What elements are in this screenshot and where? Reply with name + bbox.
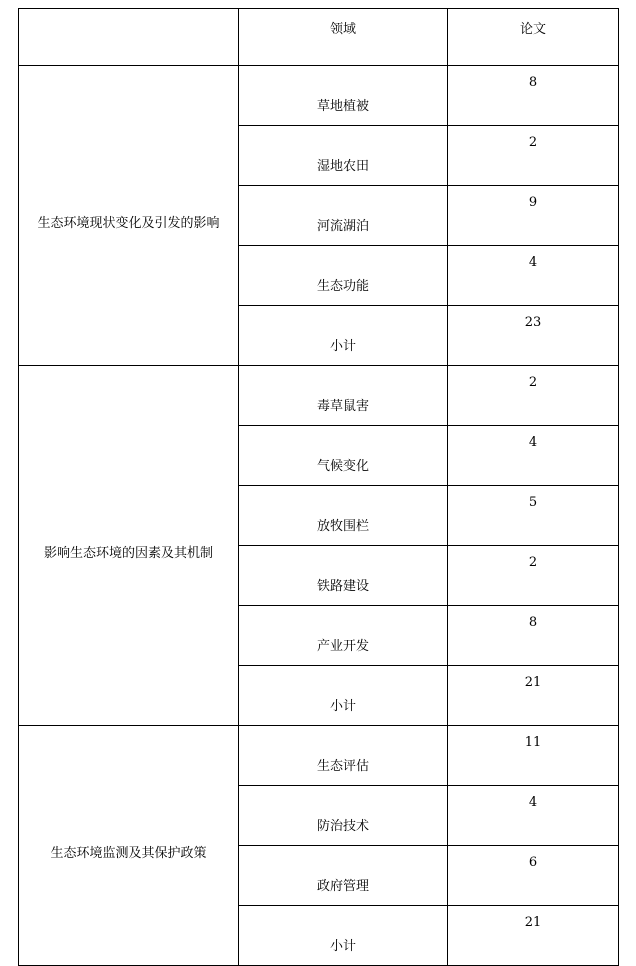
table-body (19, 9, 619, 966)
field-cell: 湿地农田 (239, 126, 448, 186)
field-cell: 生态评估 (239, 726, 448, 786)
count-cell: 9 (448, 186, 619, 246)
header-field: 领域 (239, 9, 448, 66)
subtotal-label-cell: 小计 (239, 906, 448, 966)
table-row (19, 726, 619, 786)
field-cell: 产业开发 (239, 606, 448, 666)
count-cell: 2 (448, 126, 619, 186)
subtotal-label-cell: 小计 (239, 666, 448, 726)
header-papers: 论文 (448, 9, 619, 66)
count-cell: 8 (448, 66, 619, 126)
field-cell: 气候变化 (239, 426, 448, 486)
field-cell: 河流湖泊 (239, 186, 448, 246)
subtotal-label-cell: 小计 (239, 306, 448, 366)
table-row (19, 366, 619, 426)
research-table (18, 8, 619, 966)
category-cell: 生态环境监测及其保护政策 (19, 726, 239, 966)
field-cell: 铁路建设 (239, 546, 448, 606)
field-cell: 草地植被 (239, 66, 448, 126)
field-cell: 放牧围栏 (239, 486, 448, 546)
count-cell: 4 (448, 786, 619, 846)
count-cell: 4 (448, 246, 619, 306)
header-category (19, 9, 239, 66)
subtotal-count-cell: 23 (448, 306, 619, 366)
field-cell: 生态功能 (239, 246, 448, 306)
count-cell: 8 (448, 606, 619, 666)
count-cell: 2 (448, 546, 619, 606)
count-cell: 4 (448, 426, 619, 486)
count-cell: 6 (448, 846, 619, 906)
header-row (19, 9, 619, 66)
subtotal-count-cell: 21 (448, 906, 619, 966)
category-cell: 影响生态环境的因素及其机制 (19, 366, 239, 726)
count-cell: 2 (448, 366, 619, 426)
field-cell: 政府管理 (239, 846, 448, 906)
table-row (19, 66, 619, 126)
count-cell: 11 (448, 726, 619, 786)
category-cell: 生态环境现状变化及引发的影响 (19, 66, 239, 366)
field-cell: 防治技术 (239, 786, 448, 846)
field-cell: 毒草鼠害 (239, 366, 448, 426)
count-cell: 5 (448, 486, 619, 546)
subtotal-count-cell: 21 (448, 666, 619, 726)
